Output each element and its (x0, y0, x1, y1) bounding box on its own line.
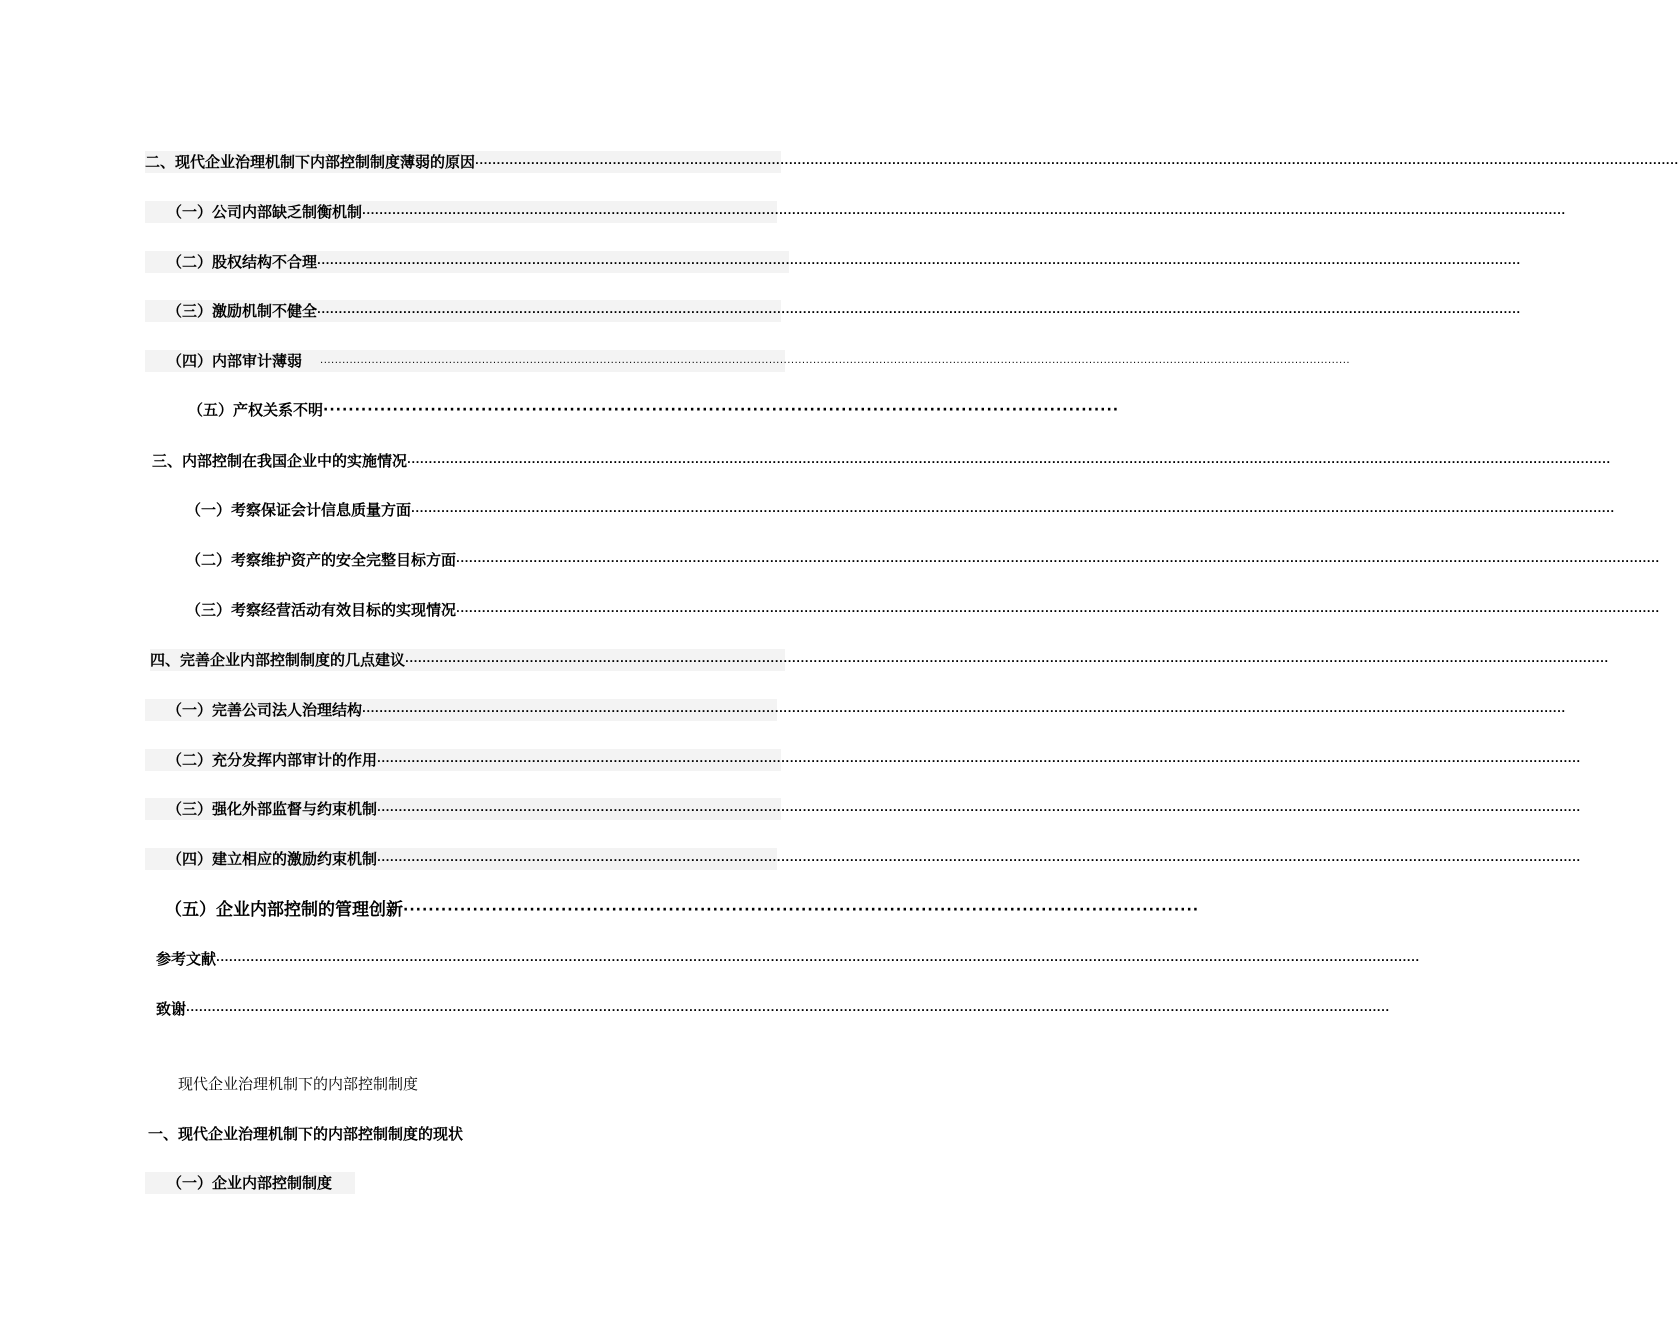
toc-dot-leader: ........................................................................................................................................................................................................................................................................................ (317, 305, 1521, 316)
toc-dot-leader: ........................................................................................................................................................................................................................................................................................ (377, 853, 1581, 864)
toc-dot-leader: ........................................................................................................................................................................................................................................................................................ (377, 754, 1581, 765)
toc-entry-label: （三）激励机制不健全 (167, 302, 318, 320)
toc-entry[interactable] (145, 350, 1351, 372)
toc-entry[interactable] (150, 649, 1609, 671)
toc-dot-leader: ........................................................................................................................................................................................................................................................................................ (456, 554, 1660, 565)
toc-entry[interactable] (145, 201, 1566, 223)
toc-dot-leader: ........................................................................................................................................................................................................................................................................................ (377, 803, 1581, 814)
toc-dot-leader: ........................................................................................................................................................................................................................................................................................ (475, 156, 1679, 167)
toc-dot-leader: ........................................................................................................................................................................................................................................................................................ (407, 455, 1611, 466)
toc-entry-label: 致谢 (156, 1000, 187, 1018)
toc-entry[interactable] (186, 599, 1660, 621)
toc-entry[interactable] (165, 896, 1200, 924)
toc-entry[interactable] (186, 499, 1615, 521)
toc-entry[interactable] (156, 948, 1420, 970)
toc-entry[interactable] (152, 450, 1611, 472)
toc-entry-label: 二、现代企业治理机制下内部控制制度薄弱的原因 (145, 153, 476, 171)
toc-entry-label: （三）考察经营活动有效目标的实现情况 (186, 601, 457, 619)
toc-entry-label: （二）股权结构不合理 (167, 253, 318, 271)
toc-dot-leader: ........................................................................................................................................................................................................................................................................................ (411, 504, 1615, 515)
toc-dot-leader: ······························································································································ (403, 902, 1200, 918)
toc-entry-label: （一）完善公司法人治理结构 (167, 701, 363, 719)
toc-entry[interactable] (188, 399, 1120, 421)
toc-dot-leader: ........................................................................................................................................................................................................................................................................................ (405, 654, 1609, 665)
toc-dot-leader: ........................................................................................................................................................................................................................................................................................ (186, 1003, 1390, 1014)
toc-dot-leader: ........................................................................................................................................................................................................................................................................................ (317, 256, 1521, 267)
toc-entry[interactable] (145, 848, 1581, 870)
toc-entry[interactable] (156, 998, 1390, 1020)
toc-entry-label: 三、内部控制在我国企业中的实施情况 (152, 452, 408, 470)
toc-entry[interactable] (145, 699, 1566, 721)
toc-entry[interactable] (145, 749, 1581, 771)
toc-entry[interactable] (145, 251, 1521, 273)
toc-entry-label: （二）充分发挥内部审计的作用 (167, 751, 378, 769)
toc-dot-leader: ........................................................................................................................................................................................................................................................................................ (320, 355, 1351, 366)
toc-entry-label: （三）强化外部监督与约束机制 (167, 800, 378, 818)
toc-entry-label: （五）产权关系不明 (188, 401, 324, 419)
toc-entry-label: （一）考察保证会计信息质量方面 (186, 501, 412, 519)
toc-entry[interactable] (145, 300, 1521, 322)
toc-entry-label: （二）考察维护资产的安全完整目标方面 (186, 551, 457, 569)
toc-entry-label: （四）建立相应的激励约束机制 (167, 850, 378, 868)
toc-entry[interactable] (145, 151, 1679, 173)
toc-entry[interactable] (145, 798, 1581, 820)
toc-dot-leader: ........................................................................................................................................................................................................................................................................................ (362, 704, 1566, 715)
toc-entry[interactable] (186, 549, 1660, 571)
document-title (178, 1073, 418, 1095)
subsection-heading (145, 1172, 355, 1194)
toc-dot-leader: ........................................................................................................................................................................................................................................................................................ (362, 206, 1566, 217)
toc-dot-leader: ........................................................................................................................................................................................................................................................................................ (456, 604, 1660, 615)
section-heading (148, 1123, 463, 1145)
toc-entry-label: 四、完善企业内部控制制度的几点建议 (150, 651, 406, 669)
section-heading-text: 一、现代企业治理机制下的内部控制制度的现状 (148, 1125, 464, 1143)
toc-entry-label: （五）企业内部控制的管理创新 (165, 900, 403, 920)
toc-entry-label: （一）公司内部缺乏制衡机制 (167, 203, 363, 221)
toc-dot-leader: ······························································································································ (323, 402, 1120, 418)
document-title-text: 现代企业治理机制下的内部控制制度 (178, 1075, 419, 1093)
subsection-heading-text: （一）企业内部控制制度 (167, 1174, 333, 1192)
toc-entry-label: （四）内部审计薄弱 (167, 352, 303, 370)
toc-dot-leader: ........................................................................................................................................................................................................................................................................................ (216, 953, 1420, 964)
toc-entry-label: 参考文献 (156, 950, 217, 968)
